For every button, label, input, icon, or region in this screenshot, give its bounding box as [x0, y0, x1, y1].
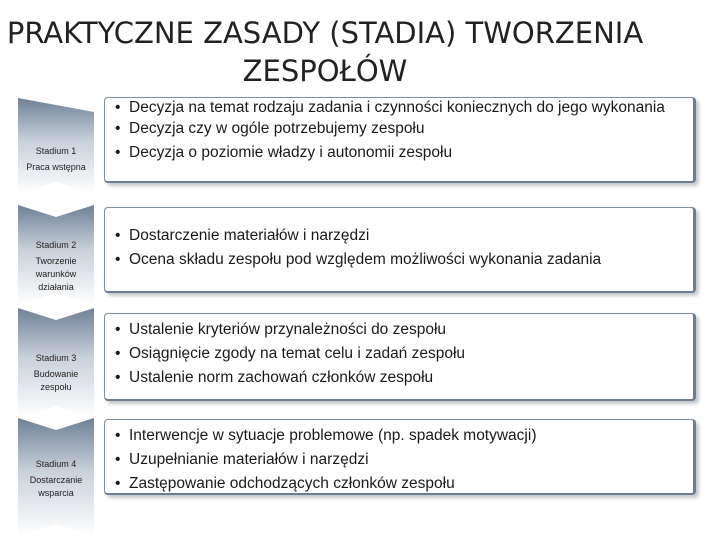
- stage-1-label: Stadium 1: [35, 146, 77, 156]
- stage-2-bullet-1: • Dostarczenie materiałów i narzędzi: [115, 224, 693, 248]
- page-title-line-1: PRAKTYCZNE ZASADY (STADIA) TWORZENIA: [6, 16, 644, 50]
- stage-4-bullet-3: • Zastępowanie odchodzących członków zespołu: [115, 472, 693, 496]
- stage-2-label: Stadium 2: [35, 240, 77, 250]
- stage-1-bullet-1: • Decyzja na temat rodzaju zadania i czynności koniecznych do jego wykonania: [115, 98, 693, 117]
- stage-3-bullet-1: • Ustalenie kryteriów przynależności do zespołu: [115, 318, 693, 342]
- stage-1-bullet-2: • Decyzja czy w ogóle potrzebujemy zespołu: [115, 117, 693, 141]
- stage-2-chevron: [18, 205, 94, 305]
- stage-1-chevron: [18, 98, 94, 194]
- stage-1-box: [104, 97, 696, 183]
- stage-2-sublabel: Tworzenie warunków działania: [35, 256, 77, 292]
- stage-3-bullet-3: • Ustalenie norm zachowań członków zespołu: [115, 366, 693, 390]
- stage-4-bullet-2: • Uzupełnianie materiałów i narzędzi: [115, 448, 693, 472]
- page-title-line-2: ZESPOŁÓW: [242, 54, 408, 88]
- stage-3-bullet-2: • Osiągnięcie zgody na temat celu i zadań zespołu: [115, 342, 693, 366]
- stage-4-box: [104, 419, 696, 495]
- stage-4-bullet-1: • Interwencje w sytuacje problemowe (np. spadek motywacji): [115, 424, 693, 448]
- stage-2-bullet-2: • Ocena składu zespołu pod względem możliwości wykonania zadania: [115, 248, 693, 272]
- stage-1-bullet-3: • Decyzja o poziomie władzy i autonomii zespołu: [115, 141, 693, 165]
- stage-3-chevron: [18, 308, 94, 418]
- stage-3-label: Stadium 3: [35, 353, 77, 363]
- stage-3-sublabel: Budowanie zespołu: [33, 369, 79, 392]
- stage-3-box: [104, 313, 696, 401]
- stage-2-box: [104, 207, 696, 293]
- stage-1-sublabel: Praca wstępna: [26, 162, 86, 172]
- page-title: [0, 14, 650, 90]
- stage-4-label: Stadium 4: [35, 459, 77, 469]
- stage-4-sublabel: Dostarczanie wsparcia: [29, 475, 83, 498]
- stage-4-chevron: [18, 418, 94, 536]
